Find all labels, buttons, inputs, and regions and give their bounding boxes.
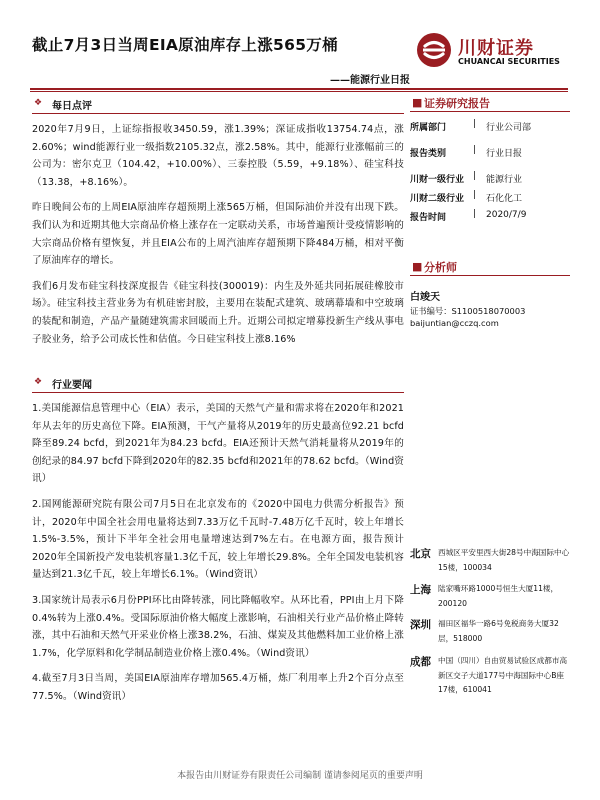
industry-news-body: [32, 400, 404, 706]
diamond-bullet-icon: ❖: [34, 98, 43, 108]
header-divider-thin: [30, 91, 568, 92]
info-row-category: [410, 146, 570, 160]
report-title: 截止7月3日当周EIA原油库存上涨565万桶: [32, 36, 338, 54]
info-separator: |: [473, 190, 477, 200]
report-subtitle: ——能源行业日报: [330, 75, 410, 86]
header-divider: [30, 88, 568, 90]
square-bullet-icon: ■: [412, 260, 423, 273]
industry-news-heading: [32, 376, 404, 393]
office-city: 深圳: [410, 619, 431, 631]
report-info-heading: [410, 96, 570, 112]
analyst-title: 分析师: [424, 261, 457, 274]
square-bullet-icon: ■: [412, 96, 423, 109]
analyst-name: 白竣天: [410, 292, 440, 303]
daily-review-paragraph: 2020年7月9日，上证综指报收3450.59，涨1.39%；深证成指收13754.74点，涨2.60%；wind能源行业一级指数2105.32点，涨2.58%。其中，能源行业涨幅前三的公司为：密尔克卫（104.42，+10.00%）、三泰控股（5.59，+9.18%）、硅宝科技（13.38，+8.16%）。: [32, 124, 404, 188]
info-key: 报告时间: [410, 213, 447, 223]
info-key: 川财一级行业: [410, 175, 465, 185]
logo-chinese-text: 川财证券: [458, 38, 534, 59]
info-separator: |: [473, 171, 477, 181]
info-row-industry-1: [410, 172, 570, 186]
daily-review-body: [32, 121, 404, 348]
analyst-certificate: 证书编号：S1100518070003: [410, 306, 526, 316]
info-value: 行业公司部: [486, 123, 532, 133]
info-separator: |: [473, 119, 477, 129]
chuancai-logo-icon: [416, 32, 452, 68]
info-row-date: [410, 210, 570, 224]
info-separator: |: [473, 145, 477, 155]
news-item: 4.截至7月3日当周，美国EIA原油库存增加565.4万桶，炼厂利用率上升2个百分点至77.5%。（Wind资讯）: [32, 673, 404, 702]
office-city: 北京: [410, 548, 431, 560]
info-key: 川财二级行业: [410, 194, 465, 204]
office-address: 西城区平安里西大街28号中海国际中心15楼，100034: [438, 548, 570, 572]
analyst-heading: [410, 260, 570, 276]
office-address: 中国（四川）自由贸易试验区成都市高新区交子大道177号中海国际中心B座17楼，610041: [438, 656, 568, 694]
info-key: 报告类别: [410, 149, 447, 159]
company-logo: [416, 32, 571, 72]
news-item: 1.美国能源信息管理中心（EIA）表示，美国的天然气产量和需求将在2020年和2021年从去年的历史高位下降。EIA预测，干气产量将从2019年的历史最高位92.21 bcfd降至89.24 bcfd，到2021年为84.23 bcfd。EIA还预计天然气消耗量将从2019年的创纪录的84.97 bcfd下降到2020年的82.35 bcfd和2021年的78.62 bcfd。（Wind资讯）: [32, 403, 404, 485]
report-info-title: 证券研究报告: [424, 97, 490, 110]
office-city: 成都: [410, 656, 431, 668]
info-value: 行业日报: [486, 149, 523, 159]
info-row-department: [410, 120, 570, 134]
info-value: 2020/7/9: [486, 210, 527, 220]
info-separator: |: [473, 209, 477, 219]
diamond-bullet-icon: ❖: [34, 377, 43, 387]
daily-review-title: 每日点评: [52, 101, 92, 112]
daily-review-paragraph: 我们6月发布硅宝科技深度报告《硅宝科技(300019)：内生及外延共同拓展硅橡胶市场》。硅宝科技主营业务为有机硅密封胶，主要用在装配式建筑、玻璃幕墙和中空玻璃的装配和制造，产品产量随建筑需求回暖而上升。近期公司拟定增募投新生产线从事电子胶业务，给予公司成长性和估值。今日硅宝科技上涨8.16%: [32, 280, 404, 345]
office-address: 陆家嘴环路1000号恒生大厦11楼，200120: [438, 584, 559, 608]
info-row-industry-2: [410, 191, 570, 205]
daily-review-heading: [32, 97, 404, 114]
industry-news-title: 行业要闻: [52, 380, 92, 391]
daily-review-paragraph: 昨日晚间公布的上周EIA原油库存超预期上涨565万桶，但国际油价并没有出现下跌。我们认为和近期其他大宗商品价格上涨存在一定联动关系，市场普遍预计受疫情影响的大宗商品价格有望恢复，并且EIA公布的上周汽油库存超预期下降484万桶，相对平衡了原油库存的增长。: [32, 202, 404, 267]
analyst-email: baijuntian@cczq.com: [410, 318, 499, 328]
logo-english-text: CHUANCAI SECURITIES: [458, 57, 560, 66]
info-key: 所属部门: [410, 123, 447, 133]
info-value: 石化化工: [486, 194, 523, 204]
info-value: 能源行业: [486, 175, 523, 185]
office-city: 上海: [410, 584, 431, 596]
news-item: 2.国网能源研究院有限公司7月5日在北京发布的《2020中国电力供需分析报告》预计，2020年中国全社会用电量将达到7.33万亿千瓦时-7.48万亿千瓦时，较上年增长1.5%-3.5%，预计下半年全社会用电量增速达到7%左右。在电源方面，报告预计2020年全国新投产发电装机容量1.3亿千瓦，较上年增长29.8%。全年全国发电装机容量达到21.3亿千瓦，较上年增长6.1%。（Wind资讯）: [32, 498, 404, 581]
news-item: 3.国家统计局表示6月份PPI环比由降转涨，同比降幅收窄。从环比看，PPI由上月下降0.4%转为上涨0.4%。受国际原油价格大幅度上涨影响，石油相关行业产品价格止降转涨，其中石油和天然气开采业价格上涨38.2%，石油、煤炭及其他燃料加工业价格上涨1.7%，化学原料和化学制品制造业价格上涨0.4%。（Wind资讯）: [32, 594, 404, 659]
office-address: 福田区福华一路6号免税商务大厦32层，518000: [438, 619, 559, 643]
page-footer: 本报告由川财证券有限责任公司编制 谨请参阅尾页的重要声明: [177, 771, 423, 781]
